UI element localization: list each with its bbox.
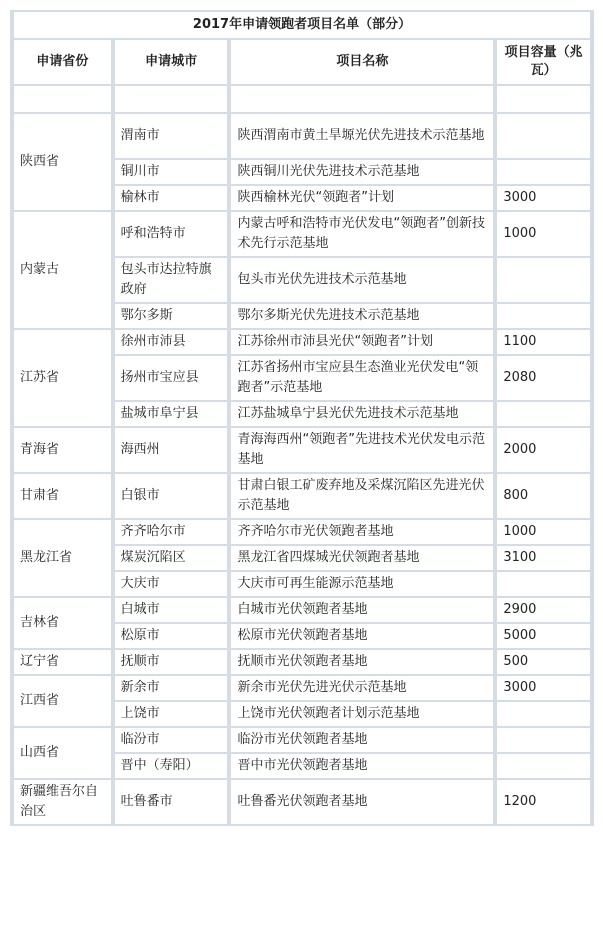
province-cell: 江西省 <box>14 676 111 726</box>
project-cell: 大庆市可再生能源示范基地 <box>231 572 493 596</box>
project-cell: 包头市光伏先进技术示范基地 <box>231 258 493 302</box>
capacity-cell: 500 <box>497 650 590 674</box>
table-row <box>14 520 590 544</box>
province-cell: 陕西省 <box>14 114 111 210</box>
project-cell: 内蒙古呼和浩特市光伏发电“领跑者”创新技术先行示范基地 <box>231 212 493 256</box>
project-cell: 松原市光伏领跑者基地 <box>231 624 493 648</box>
city-cell: 包头市达拉特旗政府 <box>115 258 228 302</box>
city-cell: 扬州市宝应县 <box>115 356 228 400</box>
project-cell: 黑龙江省四煤城光伏领跑者基地 <box>231 546 493 570</box>
capacity-cell <box>497 160 590 184</box>
spacer-row <box>14 86 590 112</box>
province-cell: 辽宁省 <box>14 650 111 674</box>
project-cell: 上饶市光伏领跑者计划示范基地 <box>231 702 493 726</box>
project-cell: 齐齐哈尔市光伏领跑者基地 <box>231 520 493 544</box>
table-row <box>14 598 590 622</box>
project-cell: 白城市光伏领跑者基地 <box>231 598 493 622</box>
project-cell: 新余市光伏先进光伏示范基地 <box>231 676 493 700</box>
city-cell: 晋中（寿阳） <box>115 754 228 778</box>
city-cell: 临汾市 <box>115 728 228 752</box>
city-cell: 大庆市 <box>115 572 228 596</box>
table-row <box>14 212 590 256</box>
city-cell: 新余市 <box>115 676 228 700</box>
project-cell: 陕西渭南市黄土旱塬光伏先进技术示范基地 <box>231 114 493 158</box>
province-cell: 新疆维吾尔自治区 <box>14 780 111 824</box>
city-cell: 上饶市 <box>115 702 228 726</box>
project-cell: 临汾市光伏领跑者基地 <box>231 728 493 752</box>
city-cell: 白银市 <box>115 474 228 518</box>
header-province: 申请省份 <box>14 40 111 84</box>
capacity-cell <box>497 304 590 328</box>
table-title: 2017年申请领跑者项目名单（部分） <box>14 12 590 38</box>
city-cell: 鄂尔多斯 <box>115 304 228 328</box>
province-cell: 吉林省 <box>14 598 111 648</box>
table-row <box>14 728 590 752</box>
table-row <box>14 474 590 518</box>
table-body <box>14 114 590 824</box>
project-cell: 江苏盐城阜宁县光伏先进技术示范基地 <box>231 402 493 426</box>
project-cell: 江苏徐州市沛县光伏“领跑者”计划 <box>231 330 493 354</box>
capacity-cell: 800 <box>497 474 590 518</box>
province-cell: 内蒙古 <box>14 212 111 328</box>
table-row <box>14 780 590 824</box>
table-row <box>14 650 590 674</box>
capacity-cell: 1000 <box>497 212 590 256</box>
capacity-cell: 2000 <box>497 428 590 472</box>
province-cell: 甘肃省 <box>14 474 111 518</box>
project-cell: 抚顺市光伏领跑者基地 <box>231 650 493 674</box>
capacity-cell: 1000 <box>497 520 590 544</box>
header-project: 项目名称 <box>231 40 493 84</box>
capacity-cell: 3000 <box>497 186 590 210</box>
capacity-cell: 3100 <box>497 546 590 570</box>
project-cell: 江苏省扬州市宝应县生态渔业光伏发电“领跑者”示范基地 <box>231 356 493 400</box>
project-cell: 陕西榆林光伏“领跑者”计划 <box>231 186 493 210</box>
project-cell: 青海海西州“领跑者”先进技术光伏发电示范基地 <box>231 428 493 472</box>
title-row <box>14 12 590 38</box>
capacity-cell <box>497 754 590 778</box>
header-city: 申请城市 <box>115 40 228 84</box>
capacity-cell: 3000 <box>497 676 590 700</box>
city-cell: 呼和浩特市 <box>115 212 228 256</box>
city-cell: 海西州 <box>115 428 228 472</box>
capacity-cell <box>497 728 590 752</box>
project-cell: 鄂尔多斯光伏先进技术示范基地 <box>231 304 493 328</box>
project-cell: 甘肃白银工矿废弃地及采煤沉陷区先进光伏示范基地 <box>231 474 493 518</box>
header-capacity: 项目容量（兆瓦） <box>497 40 590 84</box>
city-cell: 徐州市沛县 <box>115 330 228 354</box>
province-cell: 黑龙江省 <box>14 520 111 596</box>
table-row <box>14 114 590 158</box>
project-cell: 晋中市光伏领跑者基地 <box>231 754 493 778</box>
capacity-cell: 1200 <box>497 780 590 824</box>
capacity-cell <box>497 114 590 158</box>
header-row <box>14 40 590 84</box>
table-row <box>14 330 590 354</box>
province-cell: 青海省 <box>14 428 111 472</box>
capacity-cell <box>497 258 590 302</box>
province-cell: 山西省 <box>14 728 111 778</box>
city-cell: 渭南市 <box>115 114 228 158</box>
project-cell: 吐鲁番光伏领跑者基地 <box>231 780 493 824</box>
capacity-cell: 5000 <box>497 624 590 648</box>
city-cell: 白城市 <box>115 598 228 622</box>
province-cell: 江苏省 <box>14 330 111 426</box>
capacity-cell <box>497 402 590 426</box>
city-cell: 抚顺市 <box>115 650 228 674</box>
leader-project-table <box>10 10 594 826</box>
capacity-cell: 1100 <box>497 330 590 354</box>
city-cell: 齐齐哈尔市 <box>115 520 228 544</box>
city-cell: 榆林市 <box>115 186 228 210</box>
project-cell: 陕西铜川光伏先进技术示范基地 <box>231 160 493 184</box>
capacity-cell <box>497 572 590 596</box>
table-wrapper <box>10 10 594 826</box>
city-cell: 吐鲁番市 <box>115 780 228 824</box>
city-cell: 盐城市阜宁县 <box>115 402 228 426</box>
capacity-cell: 2080 <box>497 356 590 400</box>
table-row <box>14 428 590 472</box>
city-cell: 松原市 <box>115 624 228 648</box>
capacity-cell <box>497 702 590 726</box>
table-row <box>14 676 590 700</box>
capacity-cell: 2900 <box>497 598 590 622</box>
city-cell: 铜川市 <box>115 160 228 184</box>
city-cell: 煤炭沉陷区 <box>115 546 228 570</box>
